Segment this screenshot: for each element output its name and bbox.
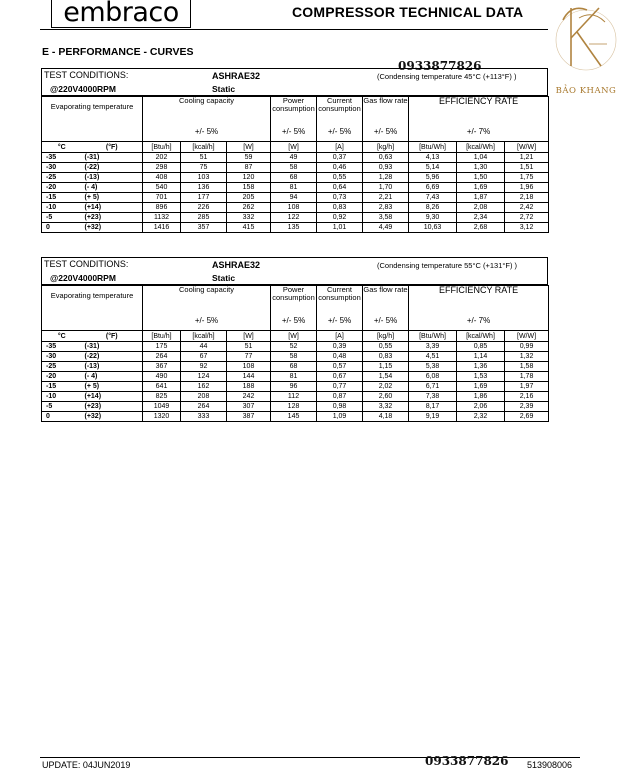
table-cell: 1,15 [363,362,409,372]
table-cell: 5,96 [409,173,457,183]
table-cell: 641 [143,382,181,392]
table-cell: 4,18 [363,412,409,422]
test-conditions-label: TEST CONDITIONS: [44,259,129,269]
table-cell: 0,46 [317,163,363,173]
gas-tolerance: +/- 5% [363,121,409,142]
table-cell: 490 [143,372,181,382]
unit-cell: (°F) [82,331,143,342]
unit-cell: [W] [271,142,317,153]
table-cell: 1049 [143,402,181,412]
table-cell: 52 [271,342,317,352]
table-cell: (+32) [82,223,143,233]
table-cell: 2,69 [505,412,549,422]
gas-flow-rate-header: Gas flow rate [363,286,409,311]
table-row [42,193,549,203]
table-cell: 298 [143,163,181,173]
cooling-capacity-header: Cooling capacity [143,286,271,311]
table-cell: 357 [181,223,227,233]
table-cell: 1,86 [457,392,505,402]
table-cell: 0,83 [363,352,409,362]
table-cell: 162 [181,382,227,392]
unit-cell: [kcal/Wh] [457,142,505,153]
table-cell: 1,51 [505,163,549,173]
table-cell: 0,39 [317,342,363,352]
table-cell: 1,70 [363,183,409,193]
rpm-label: @220V4000RPM [50,273,116,283]
update-date: UPDATE: 04JUN2019 [42,760,131,770]
table-row [42,213,549,223]
table-cell: (-31) [82,153,143,163]
table-cell: 3,12 [505,223,549,233]
table-cell: 144 [227,372,271,382]
table-cell: 3,39 [409,342,457,352]
unit-cell: [W/W] [505,142,549,153]
table-cell: 8,17 [409,402,457,412]
table-cell: 1416 [143,223,181,233]
table-row [42,183,549,193]
table-cell: 262 [227,203,271,213]
mode-label: Static [212,84,236,94]
tolerance-row [42,121,549,142]
table-cell: 0,37 [317,153,363,163]
unit-cell: [W] [227,142,271,153]
unit-cell: [Btu/Wh] [409,142,457,153]
table-cell: 2,39 [505,402,549,412]
table-cell: 7,38 [409,392,457,402]
document-title: COMPRESSOR TECHNICAL DATA [292,4,524,20]
table-cell: 87 [227,163,271,173]
table-cell: 67 [181,352,227,362]
table-cell: 2,06 [457,402,505,412]
table-cell: 1,78 [505,372,549,382]
table-row [42,153,549,163]
table-cell: -30 [42,352,82,362]
table-cell: 6,69 [409,183,457,193]
table-cell: -20 [42,183,82,193]
table-cell: 2,21 [363,193,409,203]
table-cell: 0,77 [317,382,363,392]
table-cell: 1132 [143,213,181,223]
phone-watermark-bottom: 0933877826 [425,754,509,768]
condensing-label: (Condensing temperature 45°C (+113°F) ) [377,72,517,81]
unit-cell: (°F) [82,142,143,153]
power-tolerance: +/- 5% [271,121,317,142]
rpm-label: @220V4000RPM [50,84,116,94]
table-cell: 307 [227,402,271,412]
table-cell: 68 [271,362,317,372]
table-cell: (+ 5) [82,382,143,392]
section-title: E - PERFORMANCE - CURVES [42,46,194,58]
table-cell: -10 [42,392,82,402]
performance-table-1 [41,96,549,233]
table-cell: 136 [181,183,227,193]
table-cell: 75 [181,163,227,173]
unit-cell: °C [42,142,82,153]
table-cell: -25 [42,362,82,372]
table-cell: -35 [42,342,82,352]
phone-watermark-top: 0933877826 [398,59,482,73]
condensing-label: (Condensing temperature 55°C (+131°F) ) [377,261,518,270]
table-cell: 0 [42,223,82,233]
table-cell: 77 [227,352,271,362]
table-cell: 264 [181,402,227,412]
table-cell: -10 [42,203,82,213]
table-cell: 4,13 [409,153,457,163]
table-cell: 135 [271,223,317,233]
unit-cell: [Btu/Wh] [409,331,457,342]
table-cell: 1,28 [363,173,409,183]
table-cell: 540 [143,183,181,193]
header-divider [40,29,548,30]
table-cell: 2,72 [505,213,549,223]
efficiency-rate-header: EFFICIENCY RATE [409,286,549,311]
table-cell: 5,14 [409,163,457,173]
table-cell: 0,98 [317,402,363,412]
table-cell: 128 [271,402,317,412]
table-cell: 367 [143,362,181,372]
table-row [42,352,549,362]
current-tolerance: +/- 5% [317,121,363,142]
table-cell: 145 [271,412,317,422]
table-cell: 333 [181,412,227,422]
table-cell: 1320 [143,412,181,422]
table-cell: 242 [227,392,271,402]
table-cell: 0,99 [505,342,549,352]
table-cell: 0,73 [317,193,363,203]
table-cell: 1,75 [505,173,549,183]
table-cell: 1,30 [457,163,505,173]
test-conditions-1 [41,68,548,96]
test-conditions-label: TEST CONDITIONS: [44,70,129,80]
current-consumption-header: Current consumption [317,286,363,311]
unit-cell: [kcal/Wh] [457,331,505,342]
efficiency-rate-header: EFFICIENCY RATE [409,97,549,122]
table-cell: 1,01 [317,223,363,233]
table-cell: 68 [271,173,317,183]
table-cell: (+23) [82,402,143,412]
table-cell: 51 [181,153,227,163]
table-cell: (-13) [82,173,143,183]
table-cell: 175 [143,342,181,352]
table-cell: 108 [227,362,271,372]
table-cell: 1,53 [457,372,505,382]
unit-cell: [kcal/h] [181,142,227,153]
units-row [42,331,549,342]
table-cell: 0,87 [317,392,363,402]
table-row [42,223,549,233]
evaporating-temperature-header: Evaporating temperature [42,97,143,122]
table-cell: 9,30 [409,213,457,223]
table-cell: -5 [42,402,82,412]
table-cell: 58 [271,163,317,173]
table-cell: 1,09 [317,412,363,422]
table-cell: 1,69 [457,382,505,392]
tolerance-empty [42,121,143,142]
table-cell: 92 [181,362,227,372]
table-cell: -30 [42,163,82,173]
bao-khang-logo-icon [549,0,623,100]
tolerance-row [42,310,549,331]
table-cell: 103 [181,173,227,183]
table-cell: 205 [227,193,271,203]
table-cell: -35 [42,153,82,163]
table-cell: 2,68 [457,223,505,233]
table-cell: 120 [227,173,271,183]
table-row [42,173,549,183]
table-cell: 701 [143,193,181,203]
standard-label: ASHRAE32 [212,260,261,270]
table-cell: 0 [42,412,82,422]
document-code: 513908006 [527,760,573,770]
table-row [42,163,549,173]
table-cell: 1,50 [457,173,505,183]
table-cell: 81 [271,183,317,193]
table-cell: (+23) [82,213,143,223]
unit-cell: [Btu/h] [143,331,181,342]
table-cell: -20 [42,372,82,382]
table-cell: 0,92 [317,213,363,223]
table-cell: (-13) [82,362,143,372]
table-cell: (+ 5) [82,193,143,203]
unit-cell: [Btu/h] [143,142,181,153]
cooling-capacity-header: Cooling capacity [143,97,271,122]
table-cell: 9,19 [409,412,457,422]
unit-cell: [kcal/h] [181,331,227,342]
table-cell: -15 [42,382,82,392]
table-cell: 81 [271,372,317,382]
header-row [42,286,549,311]
table-cell: 58 [271,352,317,362]
table-cell: 10,63 [409,223,457,233]
table-cell: 1,04 [457,153,505,163]
table-cell: 112 [271,392,317,402]
table-cell: 108 [271,203,317,213]
table-cell: 2,02 [363,382,409,392]
unit-cell: °C [42,331,82,342]
power-consumption-header: Power consumption [271,97,317,122]
table-row [42,382,549,392]
table-cell: 8,26 [409,203,457,213]
unit-cell: [W/W] [505,331,549,342]
gas-flow-rate-header: Gas flow rate [363,97,409,122]
table-cell: 2,32 [457,412,505,422]
table-cell: 2,83 [363,203,409,213]
table-cell: 0,64 [317,183,363,193]
table-cell: 0,85 [457,342,505,352]
units-row [42,142,549,153]
table-cell: 332 [227,213,271,223]
table-row [42,372,549,382]
unit-cell: [W] [227,331,271,342]
table-cell: 2,34 [457,213,505,223]
table-cell: 208 [181,392,227,402]
table-row [42,342,549,352]
table-cell: 1,54 [363,372,409,382]
table-cell: (-22) [82,163,143,173]
table-cell: 408 [143,173,181,183]
performance-table-2 [41,285,549,422]
table-cell: 49 [271,153,317,163]
power-tolerance: +/- 5% [271,310,317,331]
cooling-tolerance: +/- 5% [143,310,271,331]
table-cell: 51 [227,342,271,352]
table-cell: (+32) [82,412,143,422]
table-cell: 5,38 [409,362,457,372]
table-cell: 0,55 [317,173,363,183]
unit-cell: [W] [271,331,317,342]
cooling-tolerance: +/- 5% [143,121,271,142]
mode-label: Static [212,273,236,283]
table-cell: 0,48 [317,352,363,362]
embraco-logo [51,0,191,28]
table-row [42,362,549,372]
table-cell: -5 [42,213,82,223]
table-cell: 285 [181,213,227,223]
gas-tolerance: +/- 5% [363,310,409,331]
current-consumption-header: Current consumption [317,97,363,122]
table-cell: 1,97 [505,382,549,392]
table-cell: 1,87 [457,193,505,203]
table-cell: (- 4) [82,372,143,382]
unit-cell: [kg/h] [363,331,409,342]
unit-cell: [kg/h] [363,142,409,153]
table-cell: 0,93 [363,163,409,173]
table-cell: 825 [143,392,181,402]
header-row [42,97,549,122]
table-cell: 2,60 [363,392,409,402]
table-cell: 124 [181,372,227,382]
standard-label: ASHRAE32 [212,71,261,81]
table-cell: 415 [227,223,271,233]
table-cell: 188 [227,382,271,392]
table-cell: (+14) [82,203,143,213]
table-row [42,412,549,422]
table-cell: 1,32 [505,352,549,362]
table-cell: 3,32 [363,402,409,412]
power-consumption-header: Power consumption [271,286,317,311]
table-cell: 226 [181,203,227,213]
table-cell: 44 [181,342,227,352]
table-cell: -25 [42,173,82,183]
test-conditions-2 [41,257,548,285]
table-cell: 3,58 [363,213,409,223]
table-cell: 0,55 [363,342,409,352]
table-cell: 0,63 [363,153,409,163]
table-cell: (+14) [82,392,143,402]
current-tolerance: +/- 5% [317,310,363,331]
table-cell: 2,08 [457,203,505,213]
table-cell: (- 4) [82,183,143,193]
table-cell: 387 [227,412,271,422]
table-cell: 94 [271,193,317,203]
unit-cell: [A] [317,142,363,153]
table-cell: 0,57 [317,362,363,372]
table-cell: 122 [271,213,317,223]
brand-name: BẢO KHANG [555,86,617,96]
table-cell: 177 [181,193,227,203]
table-cell: (-22) [82,352,143,362]
table-cell: 202 [143,153,181,163]
table-cell: 1,21 [505,153,549,163]
table-cell: 96 [271,382,317,392]
table-cell: 0,83 [317,203,363,213]
efficiency-tolerance: +/- 7% [409,310,549,331]
table-cell: -15 [42,193,82,203]
table-cell: 6,71 [409,382,457,392]
table-cell: 264 [143,352,181,362]
efficiency-tolerance: +/- 7% [409,121,549,142]
table-row [42,402,549,412]
table-cell: 6,08 [409,372,457,382]
table-cell: 896 [143,203,181,213]
table-cell: 7,43 [409,193,457,203]
logo-text: embraco [63,0,179,28]
table-cell: 2,42 [505,203,549,213]
tolerance-empty [42,310,143,331]
table-cell: 2,18 [505,193,549,203]
table-cell: 1,69 [457,183,505,193]
table-cell: 2,16 [505,392,549,402]
table-cell: 1,58 [505,362,549,372]
table-row [42,392,549,402]
table-cell: 1,96 [505,183,549,193]
table-cell: 0,67 [317,372,363,382]
table-row [42,203,549,213]
table-cell: 4,49 [363,223,409,233]
table-cell: 1,36 [457,362,505,372]
table-cell: 59 [227,153,271,163]
unit-cell: [A] [317,331,363,342]
evaporating-temperature-header: Evaporating temperature [42,286,143,311]
table-cell: 4,51 [409,352,457,362]
table-cell: (-31) [82,342,143,352]
table-cell: 1,14 [457,352,505,362]
table-cell: 158 [227,183,271,193]
